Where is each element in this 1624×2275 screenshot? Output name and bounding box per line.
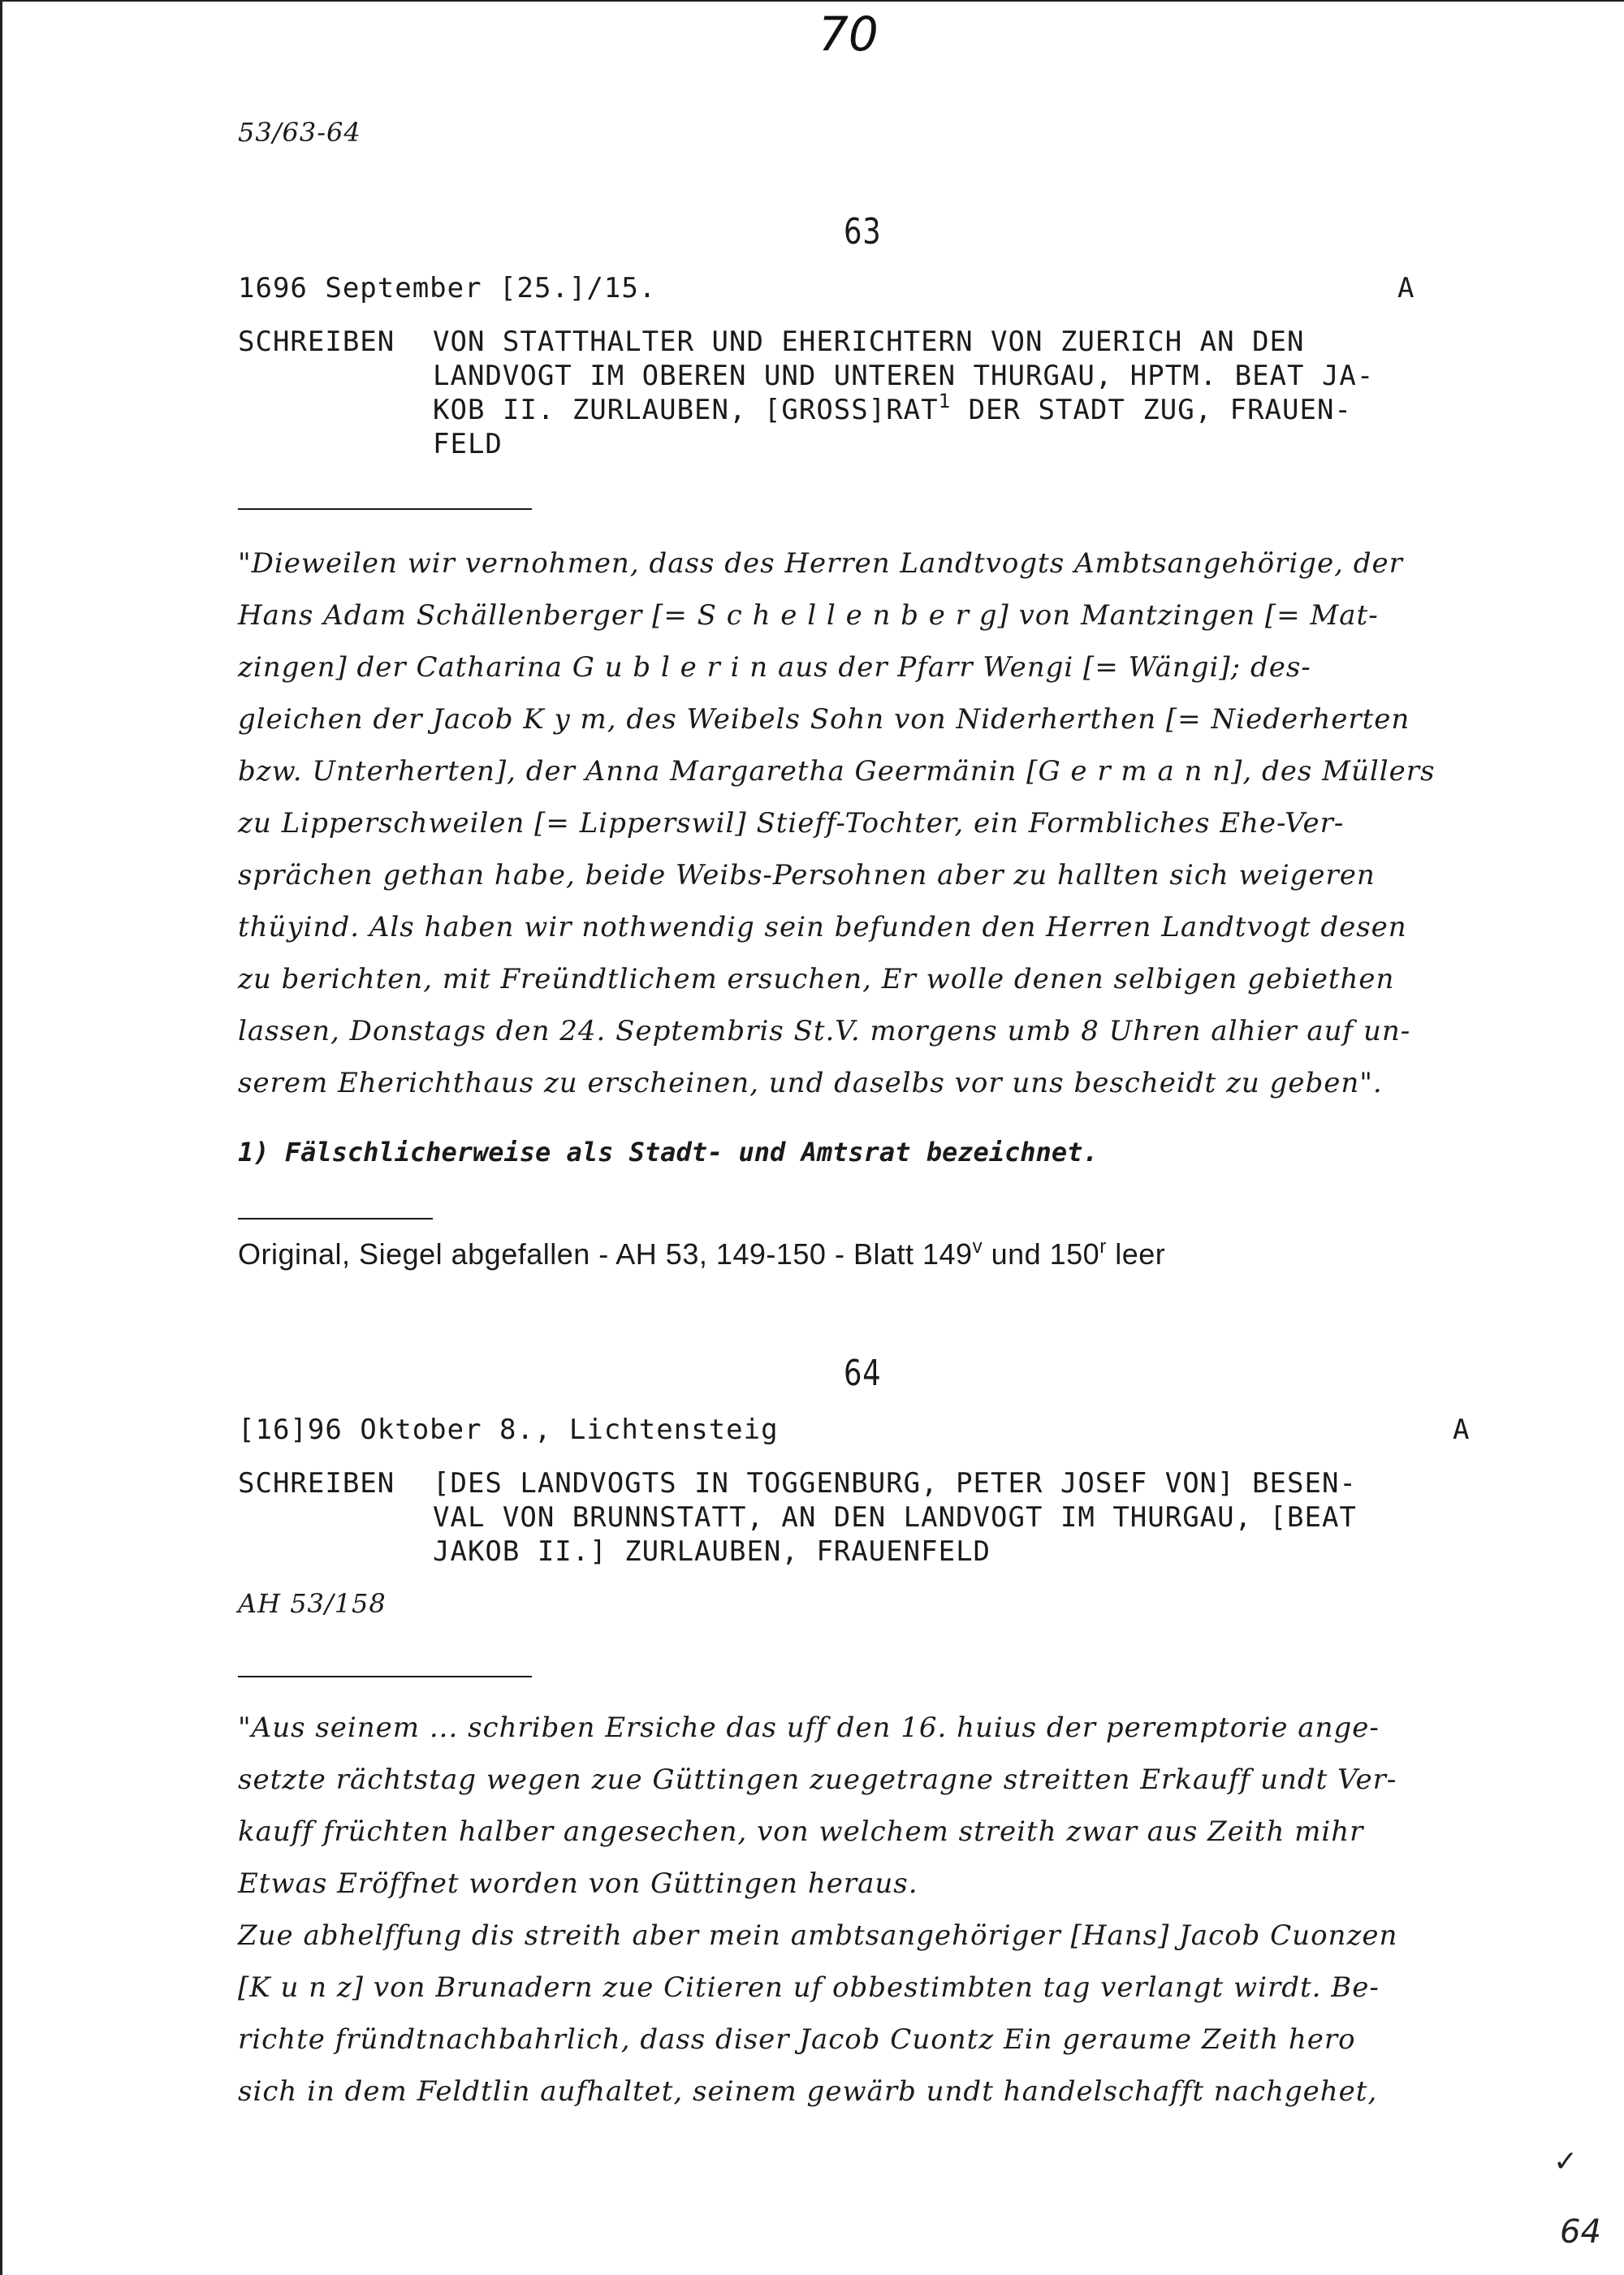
- quote-line: bzw. Unterherten], der Anna Margaretha Geermänin [G e r m a n n], des Müllers: [238, 755, 1436, 788]
- document-date-64: [16]96 Oktober 8., Lichtensteig: [238, 1414, 779, 1446]
- title-label-64: SCHREIBEN: [238, 1467, 395, 1500]
- document-date-63: 1696 September [25.]/15.: [238, 272, 657, 304]
- quote-line: Zue abhelffung dis streith aber mein ambtsangehöriger [Hans] Jacob Cuonzen: [238, 1919, 1398, 1952]
- title-block-63: [433, 325, 1374, 461]
- quote-line: setzte rächtstag wegen zue Güttingen zuegetragne streitten Erkauff undt Ver-: [238, 1763, 1397, 1796]
- quote-block-63: [238, 537, 1435, 1109]
- title-line: VON STATTHALTER UND EHERICHTERN VON ZUERICH AN DEN: [433, 326, 1305, 358]
- title-line-text: KOB II. ZURLAUBEN, [GROSS]RAT: [433, 394, 939, 426]
- quote-line: Hans Adam Schällenberger [= S c h e l l e n b e r g] von Mantzingen [= Mat-: [238, 599, 1379, 632]
- title-block-64: [433, 1466, 1357, 1569]
- handwritten-corner-number: 64: [1560, 2213, 1601, 2251]
- quote-line: Etwas Eröffnet worden von Güttingen heraus.: [238, 1867, 918, 1900]
- title-line: VAL VON BRUNNSTATT, AN DEN LANDVOGT IM THURGAU, [BEAT: [433, 1501, 1357, 1534]
- handwritten-page-number: 70: [818, 6, 879, 62]
- source-text-mid: und 150: [983, 1237, 1100, 1271]
- footnote-63: 1) Fälschlicherweise als Stadt- und Amtsrat bezeichnet.: [238, 1137, 1099, 1168]
- title-label-63: SCHREIBEN: [238, 326, 395, 358]
- source-text-end: leer: [1106, 1237, 1166, 1271]
- title-line-text-rest: DER STADT ZUG, FRAUEN-: [968, 394, 1352, 426]
- document-grade-63: A: [1397, 272, 1415, 304]
- document-number-64: 64: [844, 1353, 882, 1394]
- quote-block-64: [238, 1702, 1397, 2117]
- quote-line: gleichen der Jacob K y m, des Weibels Sohn von Niderherthen [= Niederherten: [238, 703, 1410, 736]
- quote-line: zu Lipperschweilen [= Lipperswil] Stieff-Tochter, ein Formbliches Ehe-Ver-: [238, 807, 1345, 840]
- title-line: FELD: [433, 428, 503, 460]
- section-divider: [238, 508, 532, 510]
- quote-line: "Aus seinem ... schriben Ersiche das uff den 16. huius der peremptorie ange-: [238, 1712, 1380, 1744]
- archive-reference: 53/63-64: [238, 117, 361, 148]
- recto-marker: r: [1099, 1236, 1107, 1258]
- quote-line: sprächen gethan habe, beide Weibs-Persohnen aber zu hallten sich weigeren: [238, 859, 1376, 891]
- quote-line: sich in dem Feldtlin aufhaltet, seinem gewärb undt handelschafft nachgehet,: [238, 2075, 1378, 2108]
- verso-marker: v: [972, 1236, 983, 1258]
- source-text: Original, Siegel abgefallen - AH 53, 149-150 - Blatt 149: [238, 1237, 973, 1271]
- quote-line: "Dieweilen wir vernohmen, dass des Herren Landtvogts Ambtsangehörige, der: [238, 547, 1403, 580]
- title-line-with-footnote: [433, 390, 1374, 427]
- quote-line: lassen, Donstags den 24. Septembris St.V. morgens umb 8 Uhren alhier auf un-: [238, 1015, 1411, 1047]
- quote-line: thüyind. Als haben wir nothwendig sein befunden den Herren Landtvogt desen: [238, 911, 1407, 943]
- document-grade-64: A: [1453, 1414, 1471, 1446]
- archive-reference-64: AH 53/158: [238, 1588, 387, 1619]
- quote-line: serem Eherichthaus zu erscheinen, und daselbs vor uns bescheidt zu geben".: [238, 1067, 1383, 1099]
- quote-line: [K u n z] von Brunadern zue Citieren uf obbestimbten tag verlangt wirdt. Be-: [238, 1971, 1380, 2004]
- footnote-marker: 1: [938, 390, 952, 412]
- quote-line: zingen] der Catharina G u b l e r i n aus der Pfarr Wengi [= Wängi]; des-: [238, 651, 1311, 684]
- document-number-63: 63: [844, 211, 882, 253]
- title-line: [DES LANDVOGTS IN TOGGENBURG, PETER JOSEF VON] BESEN-: [433, 1467, 1357, 1500]
- title-line: LANDVOGT IM OBEREN UND UNTEREN THURGAU, HPTM. BEAT JA-: [433, 360, 1375, 392]
- quote-line: zu berichten, mit Freündtlichem ersuchen, Er wolle denen selbigen gebiethen: [238, 963, 1395, 995]
- section-divider: [238, 1676, 532, 1677]
- handwritten-check-mark: ✓: [1553, 2145, 1579, 2178]
- source-divider: [238, 1218, 433, 1220]
- quote-line: kauff früchten halber angesechen, von welchem streith zwar aus Zeith mihr: [238, 1815, 1364, 1848]
- source-line-63: [238, 1237, 1165, 1271]
- quote-line: richte fründtnachbahrlich, dass diser Jacob Cuontz Ein geraume Zeith hero: [238, 2023, 1356, 2056]
- title-line: JAKOB II.] ZURLAUBEN, FRAUENFELD: [433, 1535, 991, 1568]
